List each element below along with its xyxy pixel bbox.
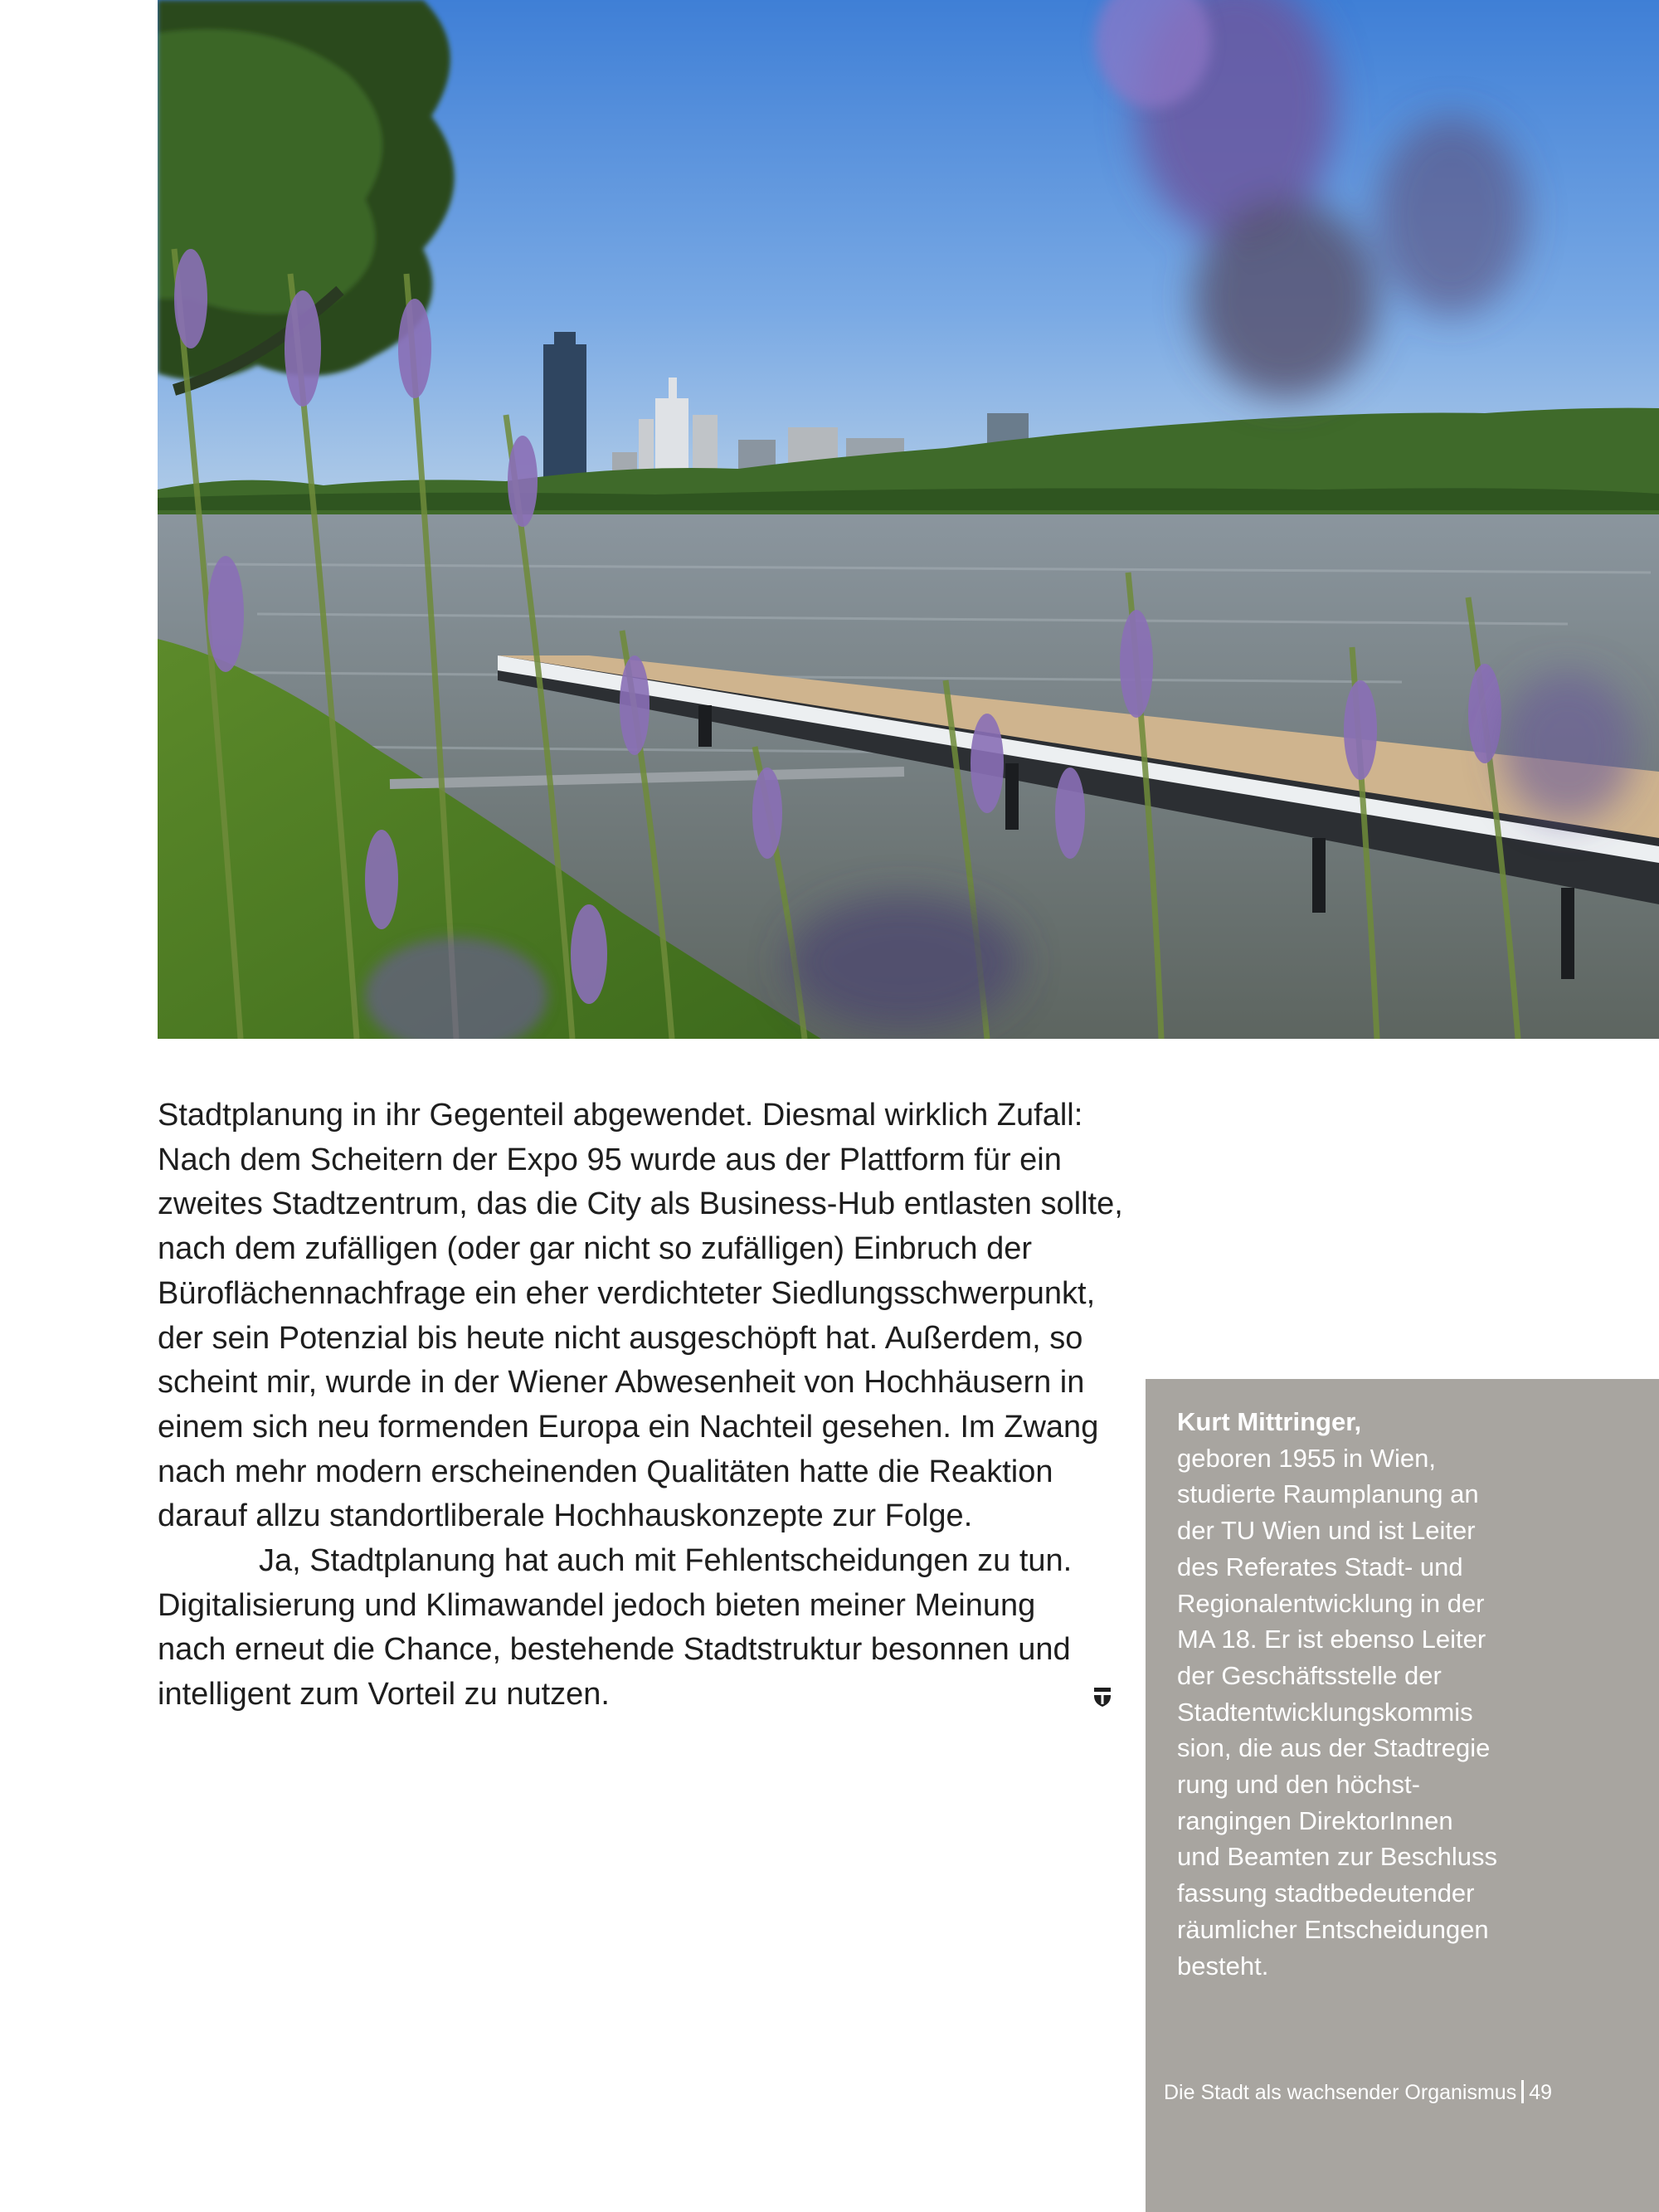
bio-line: geboren 1955 in Wien, (1177, 1443, 1436, 1473)
bio-line: der Geschäftsstelle der (1177, 1660, 1442, 1690)
author-bio (1177, 1404, 1642, 1984)
bio-line: sion, die aus der Stadtregie (1177, 1733, 1491, 1763)
hero-photo (158, 0, 1659, 1039)
body-line: einem sich neu formenden Europa ein Nachteil gesehen. Im Zwang (158, 1409, 1099, 1445)
bio-line: und Beamten zur Beschluss (1177, 1842, 1497, 1872)
vienna-shield-icon (1093, 1686, 1112, 1708)
body-line: Büroflächennachfrage ein eher verdichteter Siedlungsschwerpunkt, (158, 1275, 1096, 1311)
body-line: nach dem zufälligen (oder gar nicht so zufälligen) Einbruch der (158, 1231, 1033, 1267)
body-line: der sein Potenzial bis heute nicht ausgeschöpft hat. Außerdem, so (158, 1320, 1083, 1356)
bio-line: rung und den höchst- (1177, 1770, 1420, 1800)
bio-line: des Referates Stadt- und (1177, 1552, 1463, 1581)
article-body (158, 1094, 1123, 1717)
author-sidebar (1146, 1379, 1659, 2212)
body-line: Ja, Stadtplanung hat auch mit Fehlentscheidungen zu tun. (259, 1543, 1073, 1579)
bio-line: rangingen DirektorInnen (1177, 1805, 1453, 1835)
bio-line: räumlicher Entscheidungen (1177, 1914, 1489, 1944)
bio-line: fassung stadtbedeutender (1177, 1878, 1475, 1908)
body-line: zweites Stadtzentrum, das die City als Business-Hub entlasten sollte, (158, 1186, 1123, 1222)
bio-line: Stadtentwicklungskommis (1177, 1697, 1473, 1727)
body-line: intelligent zum Vorteil zu nutzen. (158, 1677, 610, 1713)
body-line: Stadtplanung in ihr Gegenteil abgewendet. Diesmal wirklich Zufall: (158, 1098, 1083, 1133)
bio-line: Regionalentwicklung in der (1177, 1588, 1485, 1618)
footer-section-title: Die Stadt als wachsender Organismus (1164, 2081, 1517, 2104)
body-line: nach mehr modern erscheinenden Qualitäten hatte die Reaktion (158, 1454, 1053, 1489)
body-line: nach erneut die Chance, bestehende Stadtstruktur besonnen und (158, 1632, 1071, 1668)
bio-line: der TU Wien und ist Leiter (1177, 1516, 1476, 1546)
body-line: Nach dem Scheitern der Expo 95 wurde aus der Plattform für ein (158, 1142, 1062, 1177)
body-line: darauf allzu standortliberale Hochhauskonzepte zur Folge. (158, 1498, 973, 1534)
bio-line: MA 18. Er ist ebenso Leiter (1177, 1625, 1486, 1654)
body-line: scheint mir, wurde in der Wiener Abwesenheit von Hochhäusern in (158, 1365, 1085, 1401)
body-line: Digitalisierung und Klimawandel jedoch bieten meiner Meinung (158, 1587, 1036, 1623)
author-name: Kurt Mittringer, (1177, 1407, 1362, 1436)
skyline-photo-illustration (158, 0, 1659, 1039)
page-number: 49 (1529, 2081, 1553, 2104)
footer-separator (1521, 2080, 1524, 2103)
bio-line: besteht. (1177, 1951, 1269, 1981)
page-footer (1164, 2080, 1552, 2105)
bio-line: studierte Raumplanung an (1177, 1479, 1479, 1509)
